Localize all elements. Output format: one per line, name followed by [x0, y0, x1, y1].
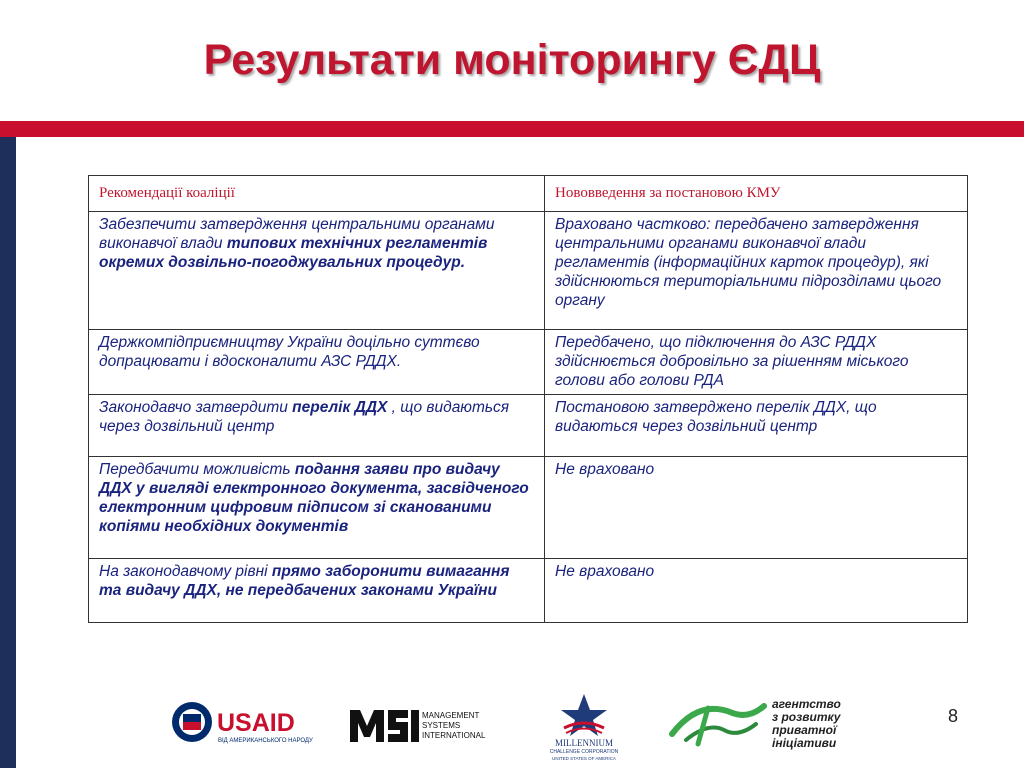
- mcc-logo: [546, 690, 622, 762]
- innovation-cell: Не враховано: [545, 559, 968, 623]
- msi-mark-icon: [350, 710, 384, 742]
- cell-text: Передбачити можливість: [99, 461, 295, 478]
- table-row: [89, 457, 968, 559]
- msi-line-1: MANAGEMENT: [422, 711, 480, 720]
- cell-text: , що видаються через дозвільний центр: [99, 399, 510, 435]
- recommendation-cell: [89, 457, 545, 559]
- cell-text: На законодавчому рівні: [99, 563, 272, 580]
- header-recommendations: Рекомендації коаліції: [89, 176, 545, 212]
- emphasis-text: подання заяви про видачу ДДХ у вигляді електронного документа, засвідченого електронним цифровим підписом зі сканованими копіями необхідних документів: [99, 461, 529, 535]
- recommendations-table: [88, 175, 968, 623]
- mcc-country: UNITED STATES OF AMERICA: [552, 756, 616, 761]
- table-row: [89, 212, 968, 330]
- mcc-sub: CHALLENGE CORPORATION: [549, 749, 619, 755]
- slide-title: Результати моніторингу ЄДЦ: [203, 36, 821, 84]
- usaid-wordmark: USAID: [217, 709, 295, 737]
- emphasis-text: прямо заборонити вимагання та видачу ДДХ, не передбачених законами України: [99, 563, 510, 599]
- left-navy-bar: [0, 137, 16, 768]
- recommendation-cell: [89, 559, 545, 623]
- page-number: 8: [948, 706, 959, 726]
- recommendation-cell: [89, 395, 545, 457]
- innovation-cell: Передбачено, що підключення до АЗС РДДХ здійснюється добровільно за рішенням міського голови або голови РДА: [545, 330, 968, 395]
- recommendation-cell: [89, 212, 545, 330]
- recommendation-cell: [89, 330, 545, 395]
- table-header-row: [89, 176, 968, 212]
- agency-logo: [668, 694, 858, 754]
- innovation-cell: Не враховано: [545, 457, 968, 559]
- agency-line-1: агентство: [772, 697, 841, 711]
- header-red-bar: [0, 121, 1024, 137]
- emphasis-text: перелік ДДХ: [292, 399, 388, 416]
- header-innovations: Нововведення за постановою КМУ: [545, 176, 968, 212]
- emphasis-text: типових технічних регламентів окремих дозвільно-погоджувальних процедур.: [99, 235, 488, 271]
- table-row: [89, 559, 968, 623]
- mcc-name: MILLENNIUM: [555, 738, 613, 748]
- innovation-cell: Постановою затверджено перелік ДДХ, що видаються через дозвільний центр: [545, 395, 968, 457]
- agency-line-4: ініціативи: [772, 736, 837, 750]
- agency-line-3: приватної: [772, 723, 837, 737]
- msi-line-3: INTERNATIONAL: [422, 731, 486, 740]
- innovation-cell: Враховано частково: передбачено затвердження центральними органами виконавчої влади регламентів (інформаційних карток процедур), які здійснюються територіальними підрозділами цього органу: [545, 212, 968, 330]
- table-row: [89, 395, 968, 457]
- cell-text: Законодавчо затвердити: [99, 399, 293, 416]
- usaid-logo: [170, 700, 320, 746]
- usaid-tagline: ВІД АМЕРИКАНСЬКОГО НАРОДУ: [218, 738, 313, 744]
- cell-text: Забезпечити затвердження центральними органами виконавчої влади: [99, 216, 495, 252]
- star-icon: [561, 694, 607, 736]
- msi-line-2: SYSTEMS: [422, 721, 461, 730]
- agency-line-2: з розвитку: [772, 710, 841, 724]
- table-row: [89, 330, 968, 395]
- cell-text: Держкомпідприємництву України доцільно суттєво допрацювати і вдосконалити АЗС РДДХ.: [99, 334, 480, 370]
- msi-logo: [350, 706, 500, 744]
